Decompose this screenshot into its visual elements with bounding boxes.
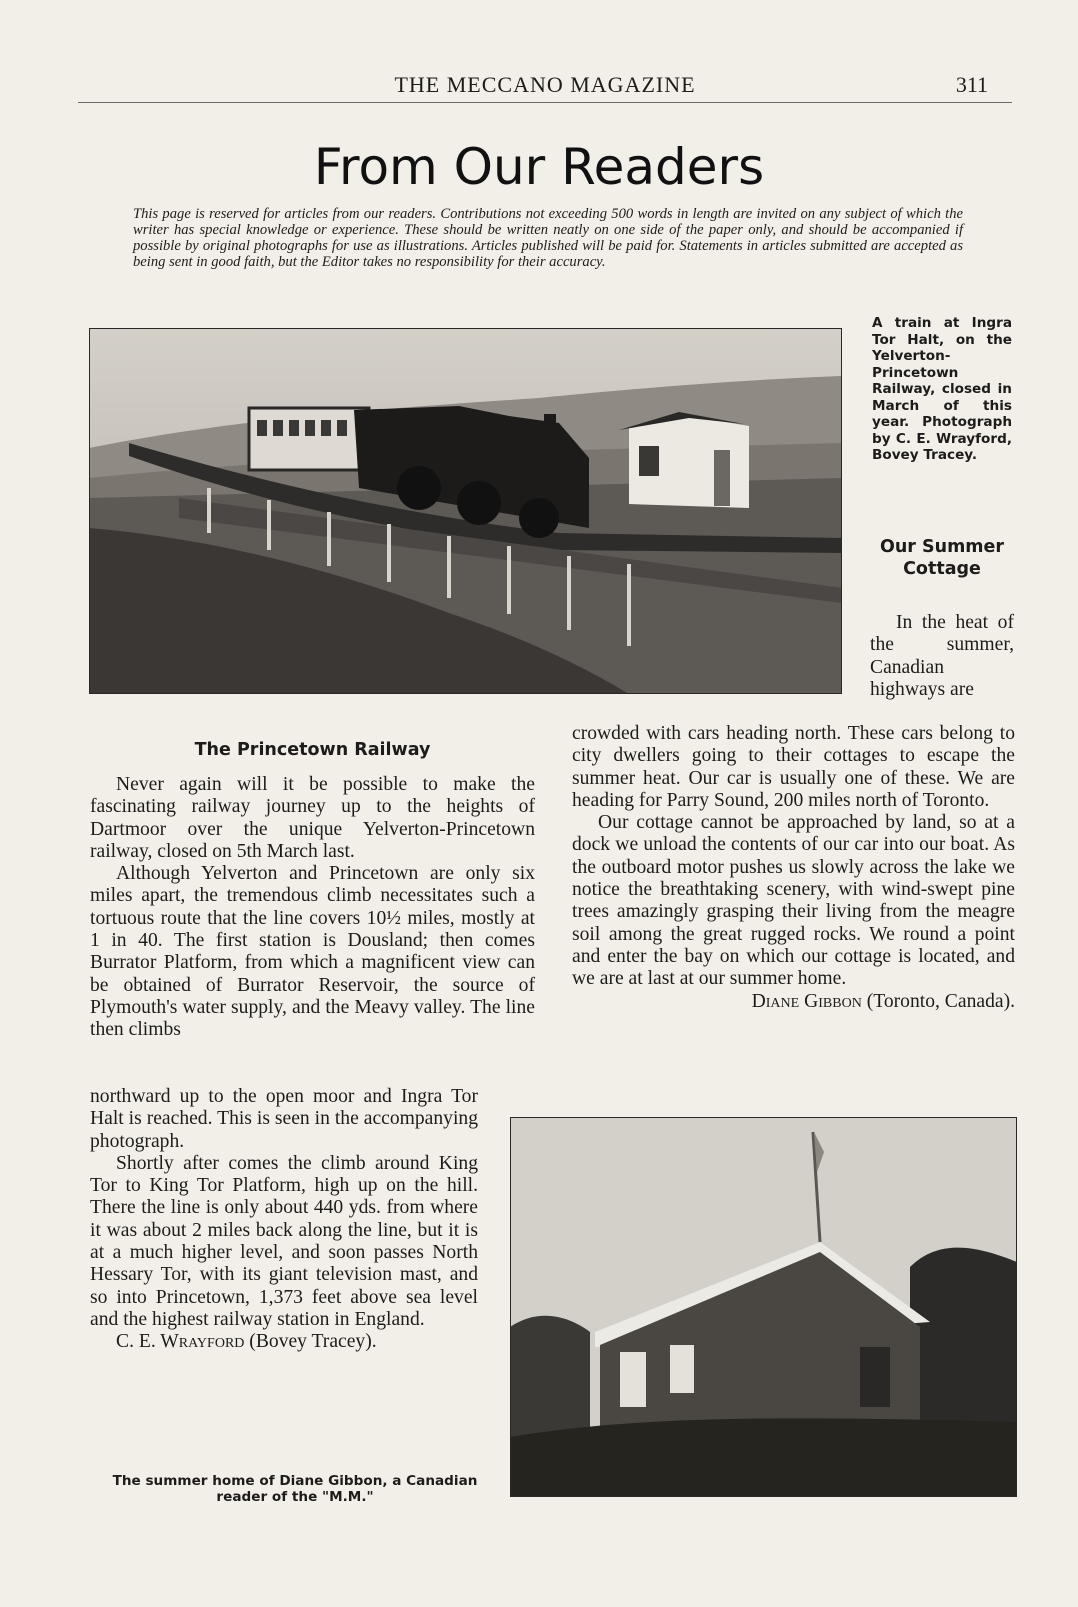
- cottage-text: [572, 723, 1015, 1013]
- railway-text-continued: [90, 1086, 478, 1354]
- page-title: From Our Readers: [313, 138, 765, 196]
- cottage-paragraph-1: crowded with cars heading north. These cars belong to city dwellers going to their cottages to escape the summer heat. Our car is usually one of these. We are heading for Parry Sound, 200 miles north of Toronto.: [572, 723, 1015, 811]
- railway-author-location: (Bovey Tracey).: [249, 1331, 377, 1353]
- house-photo: [510, 1117, 1017, 1497]
- train-photo: [89, 328, 842, 694]
- cottage-text-narrow: [870, 612, 1014, 701]
- cottage-paragraph-2: Our cottage cannot be approached by land, so at a dock we unload the contents of our car into our boat. As the outboard motor pushes us slowly across the lake we notice the breathtaking scenery, with wind-swept pine trees amazingly grasping their living from the meagre soil among the great rugged rocks. We round a point and enter the bay on which our cottage is located, and we are at last at our summer home.: [572, 812, 1015, 990]
- house-photo-image: [510, 1117, 1017, 1497]
- intro-note: This page is reserved for articles from our readers. Contributions not exceeding 500 words in length are invited on any subject of which the writer has special knowledge or experience. These should be written neatly on one side of the paper only, and should be accompanied if possible by original photographs for use as illustrations. Articles published will be paid for. Statements in articles submitted are accepted as being sent in good faith, but the Editor takes no responsibility for their accuracy.: [133, 206, 963, 270]
- page-number: 311: [955, 72, 988, 97]
- railway-paragraph-3: northward up to the open moor and Ingra Tor Halt is reached. This is seen in the accompanying photograph.: [90, 1086, 478, 1152]
- railway-signature: [90, 1331, 478, 1353]
- railway-paragraph-4: Shortly after comes the climb around King Tor to King Tor Platform, high up on the hill. There the line is only about 440 yds. from where it was about 2 miles back along the line, but it is at a much higher level, and soon passes North Hessary Tor, with its giant television mast, and so into Princetown, 1,373 feet above sea level and the highest railway station in England.: [90, 1152, 478, 1330]
- magazine-title: THE MECCANO MAGAZINE: [394, 72, 696, 97]
- cottage-signature: [572, 991, 1015, 1013]
- cottage-author-location: (Toronto, Canada).: [866, 990, 1015, 1012]
- railway-author: C. E. Wrayford: [116, 1331, 245, 1353]
- cottage-paragraph-lead: In the heat of the summer, Canadian highways are: [870, 612, 1014, 700]
- train-photo-caption: A train at Ingra Tor Halt, on the Yelverton-Princetown Railway, closed in March of this year. Photograph by C. E. Wrayford, Bovey Tracey.: [872, 315, 1012, 463]
- train-photo-image: [89, 328, 842, 694]
- railway-paragraph-1: Never again will it be possible to make the fascinating railway journey up to the heights of Dartmoor over the unique Yelverton-Princetown railway, closed on 5th March last.: [90, 774, 535, 862]
- railway-heading: The Princetown Railway: [194, 740, 431, 760]
- cottage-heading: Our Summer Cottage: [879, 537, 1005, 579]
- railway-text: [90, 774, 535, 1042]
- cottage-author: Diane Gibbon: [751, 990, 862, 1012]
- railway-paragraph-2: Although Yelverton and Princetown are only six miles apart, the tremendous climb necessitates such a tortuous route that the line covers 10½ miles, mostly at 1 in 40. The first station is Dousland; then comes Burrator Platform, from which a magnificent view can be obtained of Burrator Reservoir, the source of Plymouth's water supply, and the Meavy valley. The line then climbs: [90, 863, 535, 1041]
- house-photo-caption: The summer home of Diane Gibbon, a Canadian reader of the "M.M.": [112, 1473, 478, 1505]
- running-header: [78, 72, 1012, 103]
